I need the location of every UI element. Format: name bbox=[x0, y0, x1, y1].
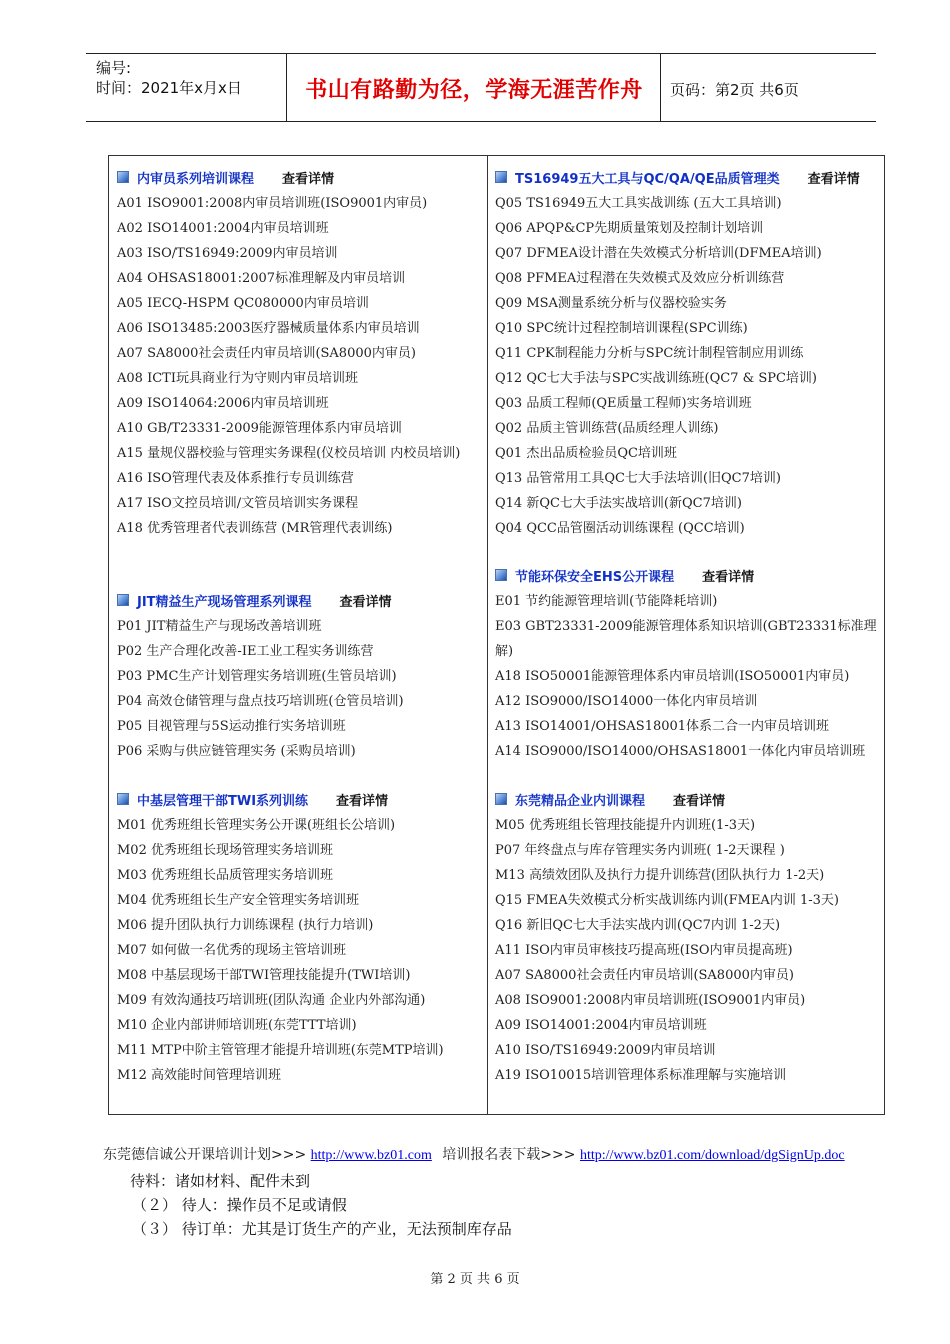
course-item[interactable]: Q11 CPK制程能力分析与SPC统计制程管制应用训练 bbox=[495, 346, 804, 361]
course-item[interactable]: A17 ISO文控员培训/文管员培训实务课程 bbox=[117, 496, 359, 511]
course-item[interactable]: Q12 QC七大手法与SPC实战训练班(QC7 & SPC培训) bbox=[495, 371, 817, 386]
section-twi bbox=[117, 787, 483, 1088]
course-item[interactable]: M10 企业内部讲师培训班(东莞TTT培训) bbox=[117, 1018, 357, 1033]
section-header bbox=[495, 787, 880, 811]
header-time-label: 时间：2021年x月x日 bbox=[96, 79, 242, 97]
bullet-icon bbox=[117, 594, 129, 606]
section-title-link[interactable]: 节能环保安全EHS公开课程 bbox=[515, 569, 675, 585]
course-item[interactable]: M09 有效沟通技巧培训班(团队沟通 企业内外部沟通) bbox=[117, 993, 426, 1008]
course-item[interactable]: A19 ISO10015培训管理体系标准理解与实施培训 bbox=[495, 1068, 787, 1083]
course-item[interactable]: Q15 FMEA失效模式分析实战训练内训(FMEA内训 1-3天) bbox=[495, 893, 839, 908]
course-item[interactable]: Q06 APQP&CP先期质量策划及控制计划培训 bbox=[495, 221, 764, 236]
plan-url-link[interactable]: http://www.bz01.com bbox=[310, 1148, 432, 1163]
course-item[interactable]: E01 节约能源管理培训(节能降耗培训) bbox=[495, 594, 718, 609]
course-item[interactable]: Q02 品质主管训练营(品质经理人训练) bbox=[495, 421, 719, 436]
view-details-link[interactable]: 查看详情 bbox=[673, 793, 726, 809]
course-item[interactable]: P04 高效仓储管理与盘点技巧培训班(仓管员培训) bbox=[117, 694, 404, 709]
header-divider bbox=[660, 53, 661, 122]
course-item[interactable]: A08 ICTI玩具商业行为守则内审员培训班 bbox=[117, 371, 358, 386]
section-ehs bbox=[495, 563, 880, 764]
header-motto: 书山有路勤为径，学海无涯苦作舟 bbox=[305, 78, 643, 103]
course-item[interactable]: A09 ISO14001:2004内审员培训班 bbox=[495, 1018, 707, 1033]
section-internal-auditor bbox=[117, 165, 483, 541]
header-bottom-rule bbox=[86, 121, 876, 122]
view-details-link[interactable]: 查看详情 bbox=[282, 171, 335, 187]
course-item[interactable]: Q04 QCC品管圈活动训练课程 (QCC培训) bbox=[495, 521, 745, 536]
section-title-link[interactable]: JIT精益生产现场管理系列课程 bbox=[137, 594, 312, 610]
page-number: 第 2 页 共 6 页 bbox=[430, 1272, 520, 1287]
header-top-rule bbox=[86, 53, 876, 54]
header-code-label: 编号: bbox=[96, 59, 132, 77]
view-details-link[interactable]: 查看详情 bbox=[336, 793, 389, 809]
section-title-link[interactable]: 东莞精品企业内训课程 bbox=[515, 793, 646, 809]
course-item[interactable]: A15 量规仪器校验与管理实务课程(仪校员培训 内校员培训) bbox=[117, 446, 461, 461]
course-item[interactable]: M01 优秀班组长管理实务公开课(班组长公培训) bbox=[117, 818, 396, 833]
course-item[interactable]: Q05 TS16949五大工具实战训练 (五大工具培训) bbox=[495, 196, 782, 211]
bullet-icon bbox=[495, 793, 507, 805]
course-item[interactable]: M06 提升团队执行力训练课程 (执行力培训) bbox=[117, 918, 374, 933]
bullet-icon bbox=[117, 171, 129, 183]
course-item[interactable]: E03 GBT23331-2009能源管理体系知识培训(GBT23331标准理解) bbox=[495, 619, 877, 659]
section-header bbox=[495, 563, 880, 587]
course-item[interactable]: Q09 MSA测量系统分析与仪器校验实务 bbox=[495, 296, 727, 311]
course-item[interactable]: A05 IECQ-HSPM QC080000内审员培训 bbox=[117, 296, 369, 311]
view-details-link[interactable]: 查看详情 bbox=[807, 171, 860, 187]
header-divider bbox=[286, 53, 287, 122]
course-item[interactable]: P07 年终盘点与库存管理实务内训班( 1-2天课程 ) bbox=[495, 843, 785, 858]
course-item[interactable]: Q01 杰出品质检验员QC培训班 bbox=[495, 446, 677, 461]
course-item[interactable]: M05 优秀班组长管理技能提升内训班(1-3天) bbox=[495, 818, 756, 833]
waiting-orders-line: （３） 待订单：尤其是订货生产的产业，无法预制库存品 bbox=[132, 1220, 512, 1238]
course-item[interactable]: M13 高绩效团队及执行力提升训练营(团队执行力 1-2天) bbox=[495, 868, 825, 883]
signup-label: 培训报名表下载>>> bbox=[442, 1147, 576, 1163]
waiting-people-line: （２） 待人：操作员不足或请假 bbox=[132, 1196, 347, 1214]
course-item[interactable]: M02 优秀班组长现场管理实务培训班 bbox=[117, 843, 333, 858]
course-item[interactable]: A06 ISO13485:2003医疗器械质量体系内审员培训 bbox=[117, 321, 420, 336]
course-item[interactable]: A18 ISO50001能源管理体系内审员培训(ISO50001内审员) bbox=[495, 669, 850, 684]
section-header bbox=[117, 787, 483, 811]
header-info bbox=[96, 58, 242, 98]
course-item[interactable]: Q16 新旧QC七大手法实战内训(QC7内训 1-2天) bbox=[495, 918, 781, 933]
section-inhouse bbox=[495, 787, 880, 1088]
bullet-icon bbox=[495, 569, 507, 581]
course-item[interactable]: A08 ISO9001:2008内审员培训班(ISO9001内审员) bbox=[495, 993, 806, 1008]
course-item[interactable]: A03 ISO/TS16949:2009内审员培训 bbox=[117, 246, 338, 261]
course-item[interactable]: A12 ISO9000/ISO14000一体化内审员培训 bbox=[495, 694, 758, 709]
course-item[interactable]: Q13 品管常用工具QC七大手法培训(旧QC7培训) bbox=[495, 471, 781, 486]
bullet-icon bbox=[495, 171, 507, 183]
training-plan-links bbox=[103, 1144, 845, 1164]
view-details-link[interactable]: 查看详情 bbox=[339, 594, 392, 610]
course-item[interactable]: A14 ISO9000/ISO14000/OHSAS18001一体化内审员培训班 bbox=[495, 744, 866, 759]
course-item[interactable]: Q08 PFMEA过程潜在失效模式及效应分析训练营 bbox=[495, 271, 785, 286]
section-header bbox=[117, 588, 483, 612]
course-item[interactable]: A13 ISO14001/OHSAS18001体系二合一内审员培训班 bbox=[495, 719, 830, 734]
course-item[interactable]: M04 优秀班组长生产安全管理实务培训班 bbox=[117, 893, 359, 908]
waiting-materials-line: 待料：诸如材料、配件未到 bbox=[130, 1172, 311, 1190]
course-item[interactable]: M11 MTP中阶主管管理才能提升培训班(东莞MTP培训) bbox=[117, 1043, 444, 1058]
course-item[interactable]: Q03 品质工程师(QE质量工程师)实务培训班 bbox=[495, 396, 752, 411]
section-quality-tools bbox=[495, 165, 880, 541]
section-header bbox=[117, 165, 483, 189]
course-item[interactable]: A01 ISO9001:2008内审员培训班(ISO9001内审员) bbox=[117, 196, 428, 211]
course-item[interactable]: A02 ISO14001:2004内审员培训班 bbox=[117, 221, 329, 236]
course-item[interactable]: A18 优秀管理者代表训练营 (MR管理代表训练) bbox=[117, 521, 393, 536]
course-item[interactable]: P06 采购与供应链管理实务 (采购员培训) bbox=[117, 744, 356, 759]
course-item[interactable]: Q07 DFMEA设计潜在失效模式分析培训(DFMEA培训) bbox=[495, 246, 822, 261]
course-item[interactable]: A09 ISO14064:2006内审员培训班 bbox=[117, 396, 329, 411]
section-title-link[interactable]: 内审员系列培训课程 bbox=[137, 171, 255, 187]
section-title-link[interactable]: TS16949五大工具与QC/QA/QE品质管理类 bbox=[515, 171, 780, 187]
view-details-link[interactable]: 查看详情 bbox=[702, 569, 755, 585]
course-item[interactable]: A04 OHSAS18001:2007标准理解及内审员培训 bbox=[117, 271, 406, 286]
header-page-label: 页码：第2页 共6页 bbox=[670, 81, 799, 99]
course-item[interactable]: P03 PMC生产计划管理实务培训班(生管员培训) bbox=[117, 669, 397, 684]
course-item[interactable]: P05 目视管理与5S运动推行实务培训班 bbox=[117, 719, 346, 734]
course-item[interactable]: M07 如何做一名优秀的现场主管培训班 bbox=[117, 943, 346, 958]
section-jit-lean bbox=[117, 588, 483, 764]
course-item[interactable]: M12 高效能时间管理培训班 bbox=[117, 1068, 281, 1083]
course-item[interactable]: P01 JIT精益生产与现场改善培训班 bbox=[117, 619, 322, 634]
course-item[interactable]: A11 ISO内审员审核技巧提高班(ISO内审员提高班) bbox=[495, 943, 793, 958]
section-header bbox=[495, 165, 880, 189]
course-item[interactable]: A07 SA8000社会责任内审员培训(SA8000内审员) bbox=[495, 968, 794, 983]
course-item[interactable]: A10 GB/T23331-2009能源管理体系内审员培训 bbox=[117, 421, 402, 436]
course-item[interactable]: Q10 SPC统计过程控制培训课程(SPC训练) bbox=[495, 321, 748, 336]
course-item[interactable]: Q14 新QC七大手法实战培训(新QC7培训) bbox=[495, 496, 742, 511]
course-item[interactable]: P02 生产合理化改善-IE工业工程实务训练营 bbox=[117, 644, 374, 659]
section-title-link[interactable]: 中基层管理干部TWI系列训练 bbox=[137, 793, 309, 809]
course-item[interactable]: A10 ISO/TS16949:2009内审员培训 bbox=[495, 1043, 716, 1058]
course-item[interactable]: M03 优秀班组长品质管理实务培训班 bbox=[117, 868, 333, 883]
course-item[interactable]: A16 ISO管理代表及体系推行专员训练营 bbox=[117, 471, 354, 486]
course-item[interactable]: A07 SA8000社会责任内审员培训(SA8000内审员) bbox=[117, 346, 416, 361]
signup-url-link[interactable]: http://www.bz01.com/download/dgSignUp.doc bbox=[579, 1148, 845, 1163]
plan-label: 东莞德信诚公开课培训计划>>> bbox=[103, 1147, 307, 1163]
bullet-icon bbox=[117, 793, 129, 805]
column-divider bbox=[487, 155, 488, 1115]
course-item[interactable]: M08 中基层现场干部TWI管理技能提升(TWI培训) bbox=[117, 968, 411, 983]
